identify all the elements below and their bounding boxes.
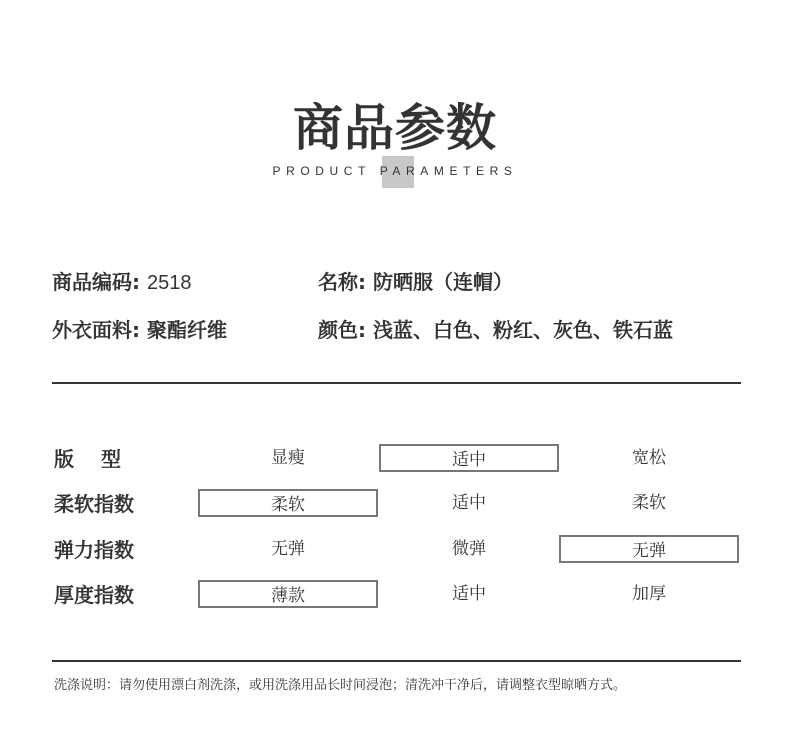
info-code-label: 商品编码: [52, 270, 147, 294]
info-code-value: 2518 [146, 272, 192, 294]
spec-row-label: 弹力指数 [54, 538, 134, 562]
spec-option-selected: 柔软 [198, 489, 378, 517]
divider-bottom [52, 660, 741, 662]
info-color-label: 颜色: [318, 318, 373, 342]
spec-option: 宽松 [632, 448, 666, 468]
spec-option: 适中 [452, 584, 486, 604]
spec-option: 微弹 [452, 539, 486, 559]
spec-option-selected: 适中 [379, 444, 559, 472]
info-name [318, 266, 513, 295]
spec-option: 无弹 [271, 539, 305, 559]
info-name-label: 名称: [318, 270, 373, 294]
divider-top [52, 382, 741, 384]
spec-option-selected: 薄款 [198, 580, 378, 608]
spec-row-label: 版 型 [54, 447, 121, 471]
info-color [318, 314, 673, 343]
spec-option-selected: 无弹 [559, 535, 739, 563]
info-code [52, 266, 191, 295]
page-title: 商品参数 [293, 99, 497, 157]
spec-option: 柔软 [632, 493, 666, 513]
info-material-value: 聚酯纤维 [146, 318, 227, 342]
care-instructions: 洗涤说明：请勿使用漂白剂洗涤，或用洗涤用品长时间浸泡；清洗冲干净后，请调整衣型晾晒方式。 [54, 678, 627, 693]
info-material [52, 314, 227, 343]
page-subtitle: PRODUCT PARAMETERS [272, 164, 518, 178]
spec-option: 加厚 [632, 584, 666, 604]
info-name-value: 防晒服（连帽） [372, 270, 513, 294]
spec-option: 适中 [452, 493, 486, 513]
info-material-label: 外衣面料: [52, 318, 147, 342]
spec-row-label: 柔软指数 [54, 492, 134, 516]
spec-row-label: 厚度指数 [54, 583, 134, 607]
spec-option: 显瘦 [271, 448, 305, 468]
info-color-value: 浅蓝、白色、粉红、灰色、铁石蓝 [372, 318, 673, 342]
